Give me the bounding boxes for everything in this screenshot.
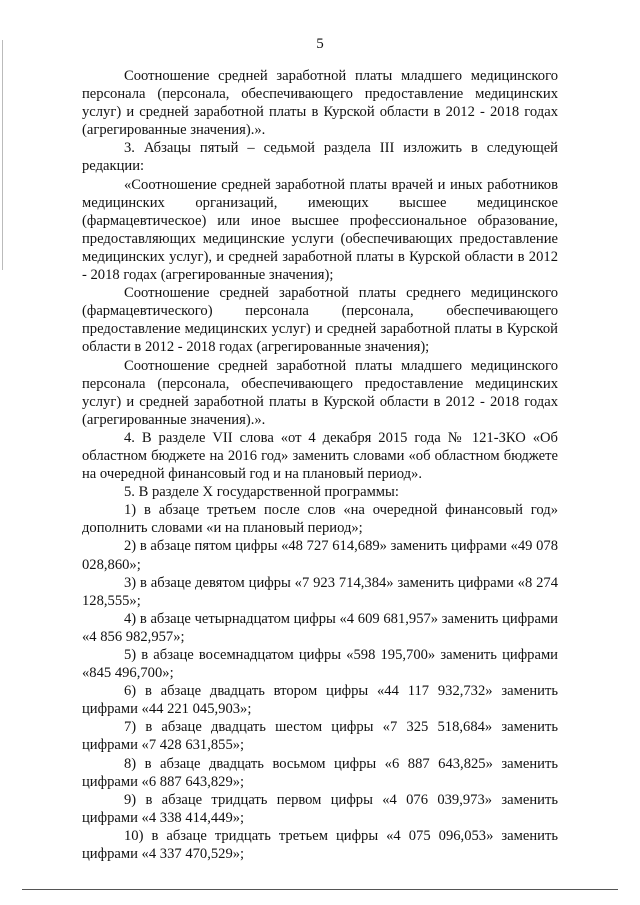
list-item-4: 4) в абзаце четырнадцатом цифры «4 609 681,957» заменить цифрами «4 856 982,957»; (82, 610, 558, 645)
paragraph-item-5: 5. В разделе X государственной программы: (124, 484, 399, 501)
list-item-7: 7) в абзаце двадцать шестом цифры «7 325 518,684» заменить цифрами «7 428 631,855»; (82, 719, 558, 754)
paragraph-junior-staff-ratio: Соотношение средней заработной платы младшего медицинского персонала (персонала, обеспечивающего предоставление медицинских услуг) и средней заработной платы в Курской области в 2012 - 2018 годах (агрегированные значения).». (82, 68, 558, 139)
document-body (82, 67, 558, 863)
list-item-1: 1) в абзаце третьем после слов «на очередной финансовый год» дополнить словами «и на плановый период»; (82, 502, 558, 537)
list-item-2: 2) в абзаце пятом цифры «48 727 614,689» заменить цифрами «49 078 028,860»; (82, 538, 558, 573)
list-item-10: 10) в абзаце тридцать третьем цифры «4 075 096,053» заменить цифрами «4 337 470,529»; (82, 827, 558, 863)
page-number: 5 (316, 36, 324, 52)
list-item-5: 5) в абзаце восемнадцатом цифры «598 195,700» заменить цифрами «845 496,700»; (82, 647, 558, 682)
paragraph-item-3: 3. Абзацы пятый – седьмой раздела III изложить в следующей редакции: (82, 140, 558, 175)
scan-edge-mark (2, 40, 3, 270)
list-item-8: 8) в абзаце двадцать восьмом цифры «6 887 643,825» заменить цифрами «6 887 643,829»; (82, 755, 558, 790)
paragraph-junior-staff-ratio-2: Соотношение средней заработной платы младшего медицинского персонала (персонала, обеспечивающего предоставление медицинских услуг) и средней заработной платы в Курской области в 2012 - 2018 годах (агрегированные значения).». (82, 357, 558, 428)
paragraph-doctors-ratio: «Соотношение средней заработной платы врачей и иных работников медицинских организаций, имеющих высшее медицинское (фармацевтическое) или иное высшее профессиональное образование, предоставляющих медицинские услуги (обеспечивающих предоставление медицинских услуг), и средней заработной платы в Курской области в 2012 - 2018 годах (агрегированные значения); (82, 176, 558, 284)
list-item-3: 3) в абзаце девятом цифры «7 923 714,384» заменить цифрами «8 274 128,555»; (82, 574, 558, 609)
list-item-9: 9) в абзаце тридцать первом цифры «4 076 039,973» заменить цифрами «4 338 414,449»; (82, 791, 558, 826)
paragraph-item-4: 4. В разделе VII слова «от 4 декабря 2015 года № 121-ЗКО «Об областном бюджете на 2016 год» заменить словами «об областном бюджете на очередной финансовый год и на плановый период». (82, 429, 558, 483)
list-item-6: 6) в абзаце двадцать втором цифры «44 117 932,732» заменить цифрами «44 221 045,903»; (82, 683, 558, 718)
footer-rule (22, 889, 618, 890)
paragraph-mid-staff-ratio: Соотношение средней заработной платы среднего медицинского (фармацевтического) персонала (персонала, обеспечивающего предоставление медицинских услуг) и средней заработной платы в Курской области в 2012 - 2018 годах (агрегированные значения); (82, 285, 558, 356)
